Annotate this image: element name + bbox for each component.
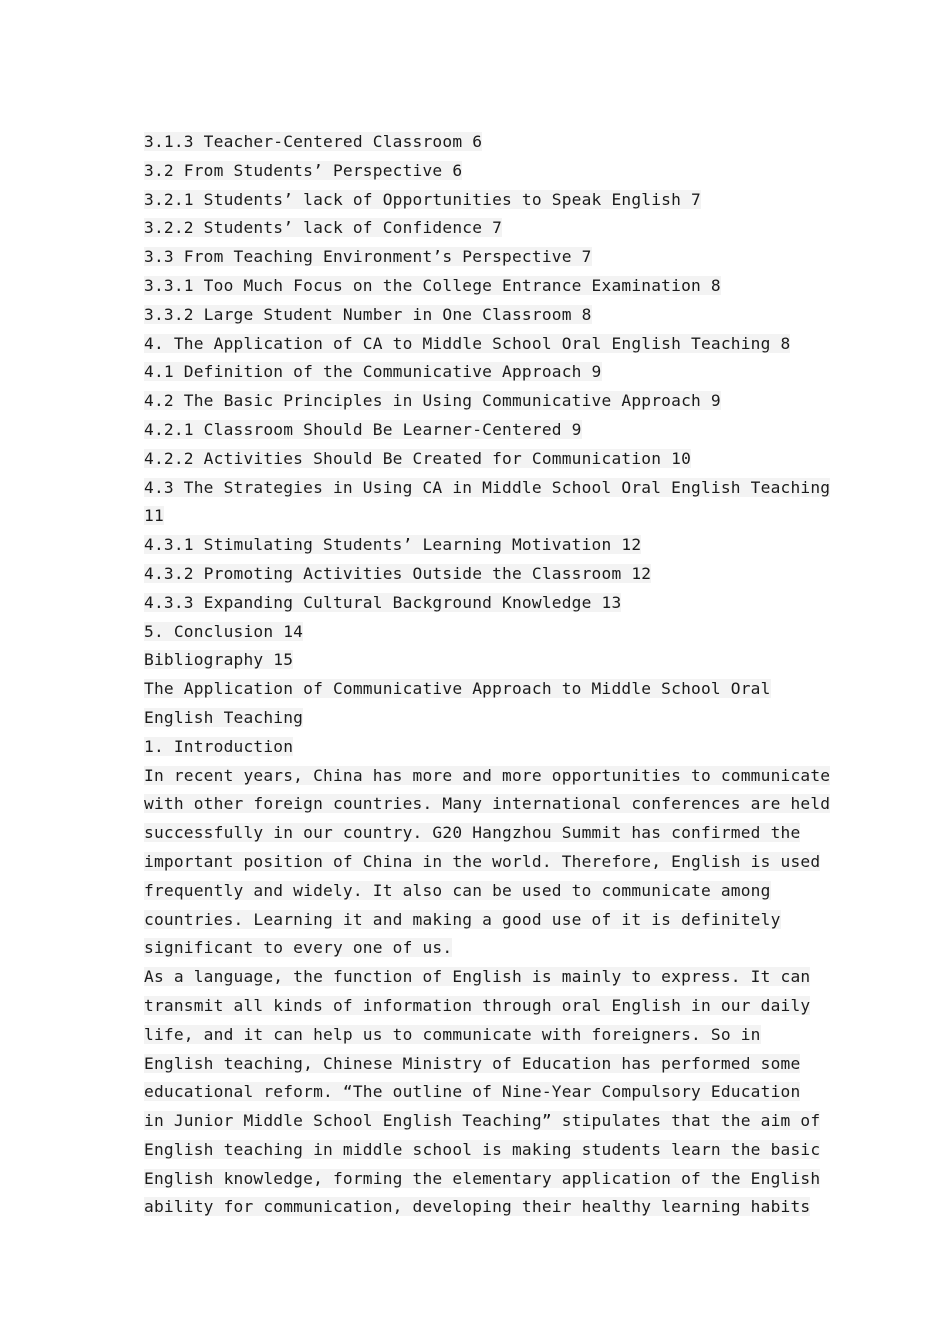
toc-entry: 4.3 The Strategies in Using CA in Middle School Oral English Teaching [144, 477, 831, 497]
toc-entry: 3.3.1 Too Much Focus on the College Entrance Examination 8 [144, 275, 721, 295]
paragraph-line: English teaching in middle school is making students learn the basic [144, 1139, 821, 1159]
toc-entry: 11 [144, 506, 164, 526]
toc-entry: 4.2.2 Activities Should Be Created for Communication 10 [144, 448, 692, 468]
paragraph-line: frequently and widely. It also can be used to communicate among [144, 880, 771, 900]
toc-entry: 3.3.2 Large Student Number in One Classroom 8 [144, 304, 592, 324]
toc-entry: 3.3 From Teaching Environment’s Perspective 7 [144, 247, 592, 267]
toc-entry: 3.2.2 Students’ lack of Confidence 7 [144, 218, 503, 238]
paragraph-line: with other foreign countries. Many international conferences are held [144, 794, 831, 814]
body-paragraph-2 [144, 963, 821, 1222]
toc-entry: 4.3.1 Stimulating Students’ Learning Motivation 12 [144, 535, 642, 555]
paragraph-line: successfully in our country. G20 Hangzhou Summit has confirmed the [144, 823, 801, 843]
body-paragraph-1 [144, 762, 831, 964]
paragraph-line: important position of China in the world. Therefore, English is used [144, 851, 821, 871]
paragraph-line: As a language, the function of English is mainly to express. It can [144, 967, 811, 987]
toc-entry: 4.2 The Basic Principles in Using Communicative Approach 9 [144, 391, 721, 411]
table-of-contents [144, 128, 831, 675]
paragraph-line: English knowledge, forming the elementary application of the English [144, 1168, 821, 1188]
title-line: English Teaching [144, 707, 304, 727]
toc-entry: Bibliography 15 [144, 650, 294, 670]
toc-entry: 4.3.2 Promoting Activities Outside the Classroom 12 [144, 563, 652, 583]
toc-entry: 5. Conclusion 14 [144, 621, 304, 641]
document-title [144, 675, 814, 733]
paragraph-line: ability for communication, developing their healthy learning habits [144, 1197, 811, 1217]
toc-entry: 4.1 Definition of the Communicative Approach 9 [144, 362, 602, 382]
title-line: The Application of Communicative Approach to Middle School Oral [144, 679, 771, 699]
paragraph-line: countries. Learning it and making a good use of it is definitely [144, 909, 781, 929]
paragraph-line: English teaching, Chinese Ministry of Education has performed some [144, 1053, 801, 1073]
toc-entry: 3.2 From Students’ Perspective 6 [144, 160, 463, 180]
toc-entry: 4.3.3 Expanding Cultural Background Knowledge 13 [144, 592, 622, 612]
toc-entry: 4. The Application of CA to Middle School Oral English Teaching 8 [144, 333, 791, 353]
paragraph-line: in Junior Middle School English Teaching” stipulates that the aim of [144, 1111, 821, 1131]
document-page [144, 128, 831, 1222]
paragraph-line: In recent years, China has more and more opportunities to communicate [144, 765, 831, 785]
paragraph-line: educational reform. “The outline of Nine-Year Compulsory Education [144, 1082, 801, 1102]
paragraph-line: life, and it can help us to communicate with foreigners. So in [144, 1024, 761, 1044]
toc-entry: 3.2.1 Students’ lack of Opportunities to Speak English 7 [144, 189, 701, 209]
paragraph-line: transmit all kinds of information through oral English in our daily [144, 995, 811, 1015]
toc-entry: 3.1.3 Teacher-Centered Classroom 6 [144, 132, 483, 151]
toc-entry: 4.2.1 Classroom Should Be Learner-Centered 9 [144, 419, 582, 439]
paragraph-line: significant to every one of us. [144, 938, 453, 958]
section-heading: 1. Introduction [144, 736, 294, 756]
